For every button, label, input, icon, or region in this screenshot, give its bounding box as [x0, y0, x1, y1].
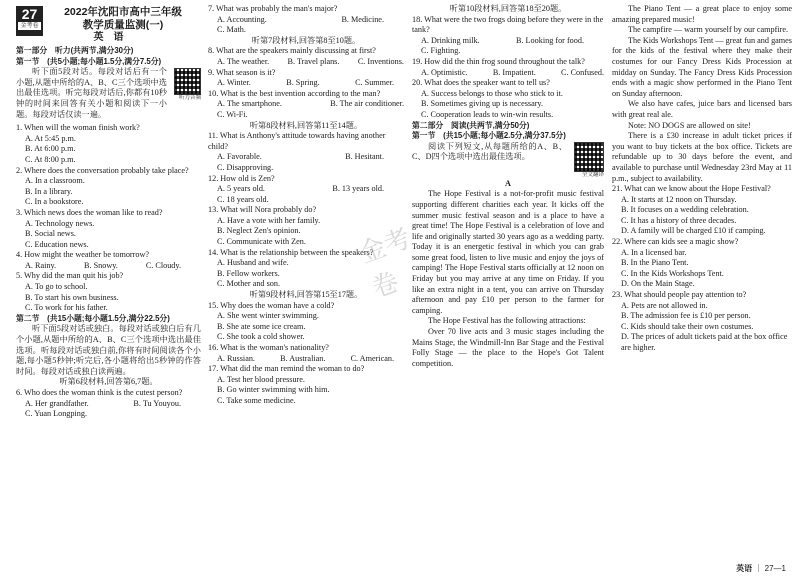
- question: 9. What season is it?: [208, 67, 276, 77]
- option: A. Russian.: [217, 353, 255, 363]
- question: 4. How might the weather be tomorrow?: [16, 250, 150, 260]
- question: 17. What did the man remind the woman to do?: [208, 364, 365, 374]
- option: A. Success belongs to those who stick to it.: [421, 88, 563, 98]
- option: B. Australian.: [280, 353, 326, 363]
- question: 20. What does the speaker want to tell us?: [412, 78, 550, 88]
- option: A. Optimistic.: [421, 67, 468, 77]
- option: C. To work for his father.: [25, 303, 108, 313]
- option-row: [16, 261, 201, 272]
- watermark: 金考卷: [355, 223, 415, 305]
- option: B. Looking for food.: [516, 35, 584, 45]
- question: 23. What should people pay attention to?: [612, 290, 747, 300]
- question: 5. Why did the man quit his job?: [16, 271, 124, 281]
- question: 22. Where can kids see a magic show?: [612, 237, 739, 247]
- question: 13. What will Nora probably do?: [208, 205, 317, 215]
- option: C. Confused.: [561, 67, 604, 77]
- qr-block[interactable]: [170, 67, 201, 102]
- option-row: [208, 184, 404, 195]
- option: C. Communicate with Zen.: [217, 237, 306, 247]
- option: C. Mother and son.: [217, 279, 280, 289]
- question: 19. How did the thin frog sound throughout the talk?: [412, 56, 585, 66]
- qr-caption: 听力音频: [178, 95, 201, 102]
- option: C. She took a cold shower.: [217, 332, 305, 342]
- question: 2. Where does the conversation probably take place?: [16, 165, 189, 175]
- part1-heading: 第一部分 听力(共两节,满分30分): [16, 46, 134, 55]
- option: B. 13 years old.: [332, 184, 384, 194]
- option: C. Yuan Longping.: [25, 409, 88, 419]
- option: B. To start his own business.: [25, 292, 119, 302]
- option: B. Fellow workers.: [217, 268, 280, 278]
- option: A. It starts at 12 noon on Thursday.: [621, 194, 737, 204]
- option-row: [208, 78, 404, 89]
- option: D. On the Main Stage.: [621, 279, 695, 289]
- option: B. The air conditioner.: [330, 99, 404, 109]
- option: C. It has a history of three decades.: [621, 215, 737, 225]
- option: C. Take some medicine.: [217, 395, 296, 405]
- option: B. It focuses on a wedding celebration.: [621, 205, 749, 215]
- column-4: [612, 4, 792, 354]
- badge-label: 金考卷: [18, 22, 41, 30]
- option: A. Her grandfather.: [25, 398, 89, 408]
- option: B. Tu Youyou.: [133, 398, 181, 408]
- option: B. The admission fee is £10 per person.: [621, 311, 751, 321]
- option: B. In the Piano Tent.: [621, 258, 689, 268]
- option: A. Technology news.: [25, 218, 95, 228]
- part2-section1-heading: 第一节 (共15小题;每小题2.5分,满分37.5分): [412, 131, 566, 141]
- question: 14. What is the relationship between the speakers?: [208, 247, 374, 257]
- option: C. Cooperation leads to win-win results.: [421, 109, 554, 119]
- option: C. At 8:00 p.m.: [25, 154, 76, 164]
- question: 8. What are the speakers mainly discussing at first?: [208, 46, 376, 56]
- option: B. Spring.: [286, 78, 320, 88]
- passage-label: A: [505, 178, 511, 188]
- option: D. A family will be charged £10 if camping.: [621, 226, 766, 236]
- passage-paragraph: Over 70 live acts and 3 music stages including the Mains Stage, the Windmill-Inn Bar Stage and the Festival Folly Stage — the place to the Hope's Got Talent competition.: [412, 327, 604, 368]
- option: A. Pets are not allowed in.: [621, 300, 708, 310]
- option: A. To go to school.: [25, 282, 88, 292]
- title-line-2: 教学质量监测(一): [82, 19, 164, 31]
- option: B. At 6:00 p.m.: [25, 144, 76, 154]
- material-note: 听第9段材料,回答第15至17题。: [249, 290, 363, 300]
- option: C. Disapproving.: [217, 162, 274, 172]
- page-footer: 英语 ｜ 27—1: [736, 564, 786, 573]
- option-row: [412, 36, 604, 47]
- option: C. In the Kids Workshops Tent.: [621, 268, 724, 278]
- section2-heading: 第二节 (共15小题;每小题1.5分,满分22.5分): [16, 313, 170, 323]
- option: A. Winter.: [217, 78, 251, 88]
- option-row: [208, 99, 404, 110]
- question: 11. What is Anthony's attitude towards having another child?: [208, 131, 386, 151]
- passage-paragraph: The Kids Workshops Tent — great fun and games for the kids of the festival where they make their costumes for our Fancy Dress Kids Procession at midday on Sunday. The Fancy Dress Kids Procession ends with a magic show performed in the Piano Tent on Sunday afternoon.: [612, 35, 792, 98]
- title-line-1: 2022年沈阳市高中三年级: [64, 6, 182, 18]
- option: B. Neglect Zen's opinion.: [217, 226, 301, 236]
- badge-number: 27: [21, 6, 38, 22]
- option-row: [16, 399, 201, 410]
- option: C. 18 years old.: [217, 194, 269, 204]
- option: B. Travel plans.: [287, 56, 340, 66]
- material-note: 听第10段材料,回答第18至20题。: [449, 4, 567, 13]
- material-note: 听第7段材料,回答第8至10题。: [251, 35, 361, 45]
- subject-title: 英 语: [93, 32, 124, 43]
- option: A. Have a vote with her family.: [217, 215, 321, 225]
- option: A. At 5:45 p.m.: [25, 133, 76, 143]
- option: A. Rainy.: [25, 260, 57, 270]
- option: B. Hesitant.: [345, 152, 384, 162]
- option: A. Favorable.: [217, 152, 262, 162]
- option: C. Math.: [217, 25, 246, 35]
- option-row: [208, 57, 404, 68]
- column-2: [208, 4, 404, 407]
- option: A. Husband and wife.: [217, 258, 289, 268]
- option: C. Education news.: [25, 239, 89, 249]
- footer-subject: 英语: [736, 564, 753, 573]
- option: A. Drinking milk.: [421, 35, 480, 45]
- passage-paragraph: The Hope Festival has the following attractions:: [428, 316, 586, 326]
- question: 3. Which news does the woman like to read?: [16, 207, 163, 217]
- option: C. Cloudy.: [145, 260, 181, 270]
- option: A. In a licensed bar.: [621, 247, 687, 257]
- option: A. 5 years old.: [217, 184, 265, 194]
- passage-paragraph: We also have cafes, juice bars and licensed bars with great real ale.: [612, 99, 792, 119]
- option: A. The weather.: [217, 56, 270, 66]
- option: B. In a library.: [25, 186, 73, 196]
- option-row: [208, 152, 404, 163]
- option: C. Summer.: [355, 78, 394, 88]
- section1-heading: 第一节 (共5小题;每小题1.5分,满分7.5分): [16, 56, 162, 66]
- option: A. In a classroom.: [25, 176, 85, 186]
- section2-instructions: 听下面5段对话或独白。每段对话或独白后有几个小题,从题中所给的A、B、C三个选项中选出最佳选项。听每段对话或独白前,你将有时间阅读各个小题,每小题5秒钟;听完后,各小题将给出5秒钟的作答时间。每段对话或独白读两遍。: [16, 324, 201, 376]
- passage-paragraph: There is a £30 increase in adult ticket prices if you want to buy tickets at the box office. Tickets are refundable up to 30 days before the event, and available to purchase until Wednesday 23rd May at 11 p.m., subject to availability.: [612, 131, 792, 183]
- option: C. Wi-Fi.: [217, 109, 248, 119]
- option: B. Sometimes giving up is necessary.: [421, 99, 544, 109]
- question: 12. How old is Zen?: [208, 173, 275, 183]
- qr-caption: 全文翻译: [581, 171, 604, 178]
- material-note: 听第8段材料,回答第11至14题。: [249, 120, 363, 130]
- part2-heading: 第二部分 阅读(共两节,满分50分): [412, 120, 530, 130]
- footer-page-number: 27—1: [764, 564, 786, 573]
- option: A. She went winter swimming.: [217, 311, 319, 321]
- option: C. Inventions.: [357, 56, 404, 66]
- option: A. Accounting.: [217, 14, 267, 24]
- question: 10. What is the best invention according to the man?: [208, 88, 381, 98]
- option: A. The smartphone.: [217, 99, 282, 109]
- column-1: [16, 4, 201, 420]
- option: B. Go winter swimming with him.: [217, 385, 330, 395]
- option: D. The prices of adult tickets paid at the box office are higher.: [621, 332, 788, 352]
- option: C. American.: [350, 353, 394, 363]
- question: 21. What can we know about the Hope Festival?: [612, 184, 771, 194]
- option: C. Kids should take their own costumes.: [621, 321, 754, 331]
- option: B. She ate some ice cream.: [217, 321, 306, 331]
- option-row: [412, 68, 604, 79]
- qr-block[interactable]: [570, 142, 604, 179]
- question: 1. When will the woman finish work?: [16, 123, 140, 133]
- question: 15. Why does the woman have a cold?: [208, 300, 335, 310]
- passage-paragraph: Note: NO DOGS are allowed on site!: [628, 120, 751, 130]
- passage-paragraph: The Piano Tent — a great place to enjoy some amazing prepared music!: [612, 4, 792, 24]
- question: 6. Who does the woman think is the cutest person?: [16, 388, 183, 397]
- option-row: [208, 354, 404, 365]
- question: 7. What was probably the man's major?: [208, 4, 338, 13]
- section1-instructions: 听下面5段对话。每段对话后有一个小题,从题中所给的A、B、C三个选项中选出最佳选项。听完每段对话后,你都有10秒钟的时间来回答有关小题和阅读下一小题。每段对话仅读一遍。: [16, 67, 167, 119]
- option: C. In a bookstore.: [25, 197, 84, 207]
- option-row: [208, 15, 404, 26]
- passage-paragraph: The Hope Festival is a not-for-profit music festival supporting different charities each year. It kicks off the summer music festival season and is a place to have a great time! The Hope Festival is a celebration of love and life and originally started 30 years ago as a wedding party. Today it is an energetic festival in which you can grab some great food, listen to live music and enjoy the joys of camping! The Hope Festival starts officially at 12 noon on Friday but you may arrive at any time on Friday. If you like an extra night in a tent, you can arrive on Thursday afternoon and pay £10 per person to the farmer for camping.: [412, 189, 604, 315]
- qr-code-icon[interactable]: [574, 142, 604, 172]
- option: C. Fighting.: [421, 46, 461, 56]
- qr-code-icon[interactable]: [174, 68, 201, 95]
- passage-paragraph: The campfire — warm yourself by our campfire.: [628, 25, 789, 35]
- question: 16. What is the woman's nationality?: [208, 343, 329, 352]
- option: B. Medicine.: [341, 14, 384, 24]
- option: A. Test her blood pressure.: [217, 374, 305, 384]
- badge: [16, 6, 43, 36]
- material-note: 听第6段材料,回答第6,7题。: [59, 377, 158, 387]
- option: B. Social news.: [25, 229, 76, 239]
- option: B. Impatient.: [492, 67, 536, 77]
- exam-title: [48, 6, 198, 32]
- option: B. Snowy.: [84, 260, 118, 270]
- exam-header: [16, 4, 201, 44]
- question: 18. What were the two frogs doing before they were in the tank?: [412, 14, 604, 35]
- reading-instructions: 阅读下列短文,从每题所给的A、B、C、D四个选项中选出最佳选项。: [412, 141, 567, 162]
